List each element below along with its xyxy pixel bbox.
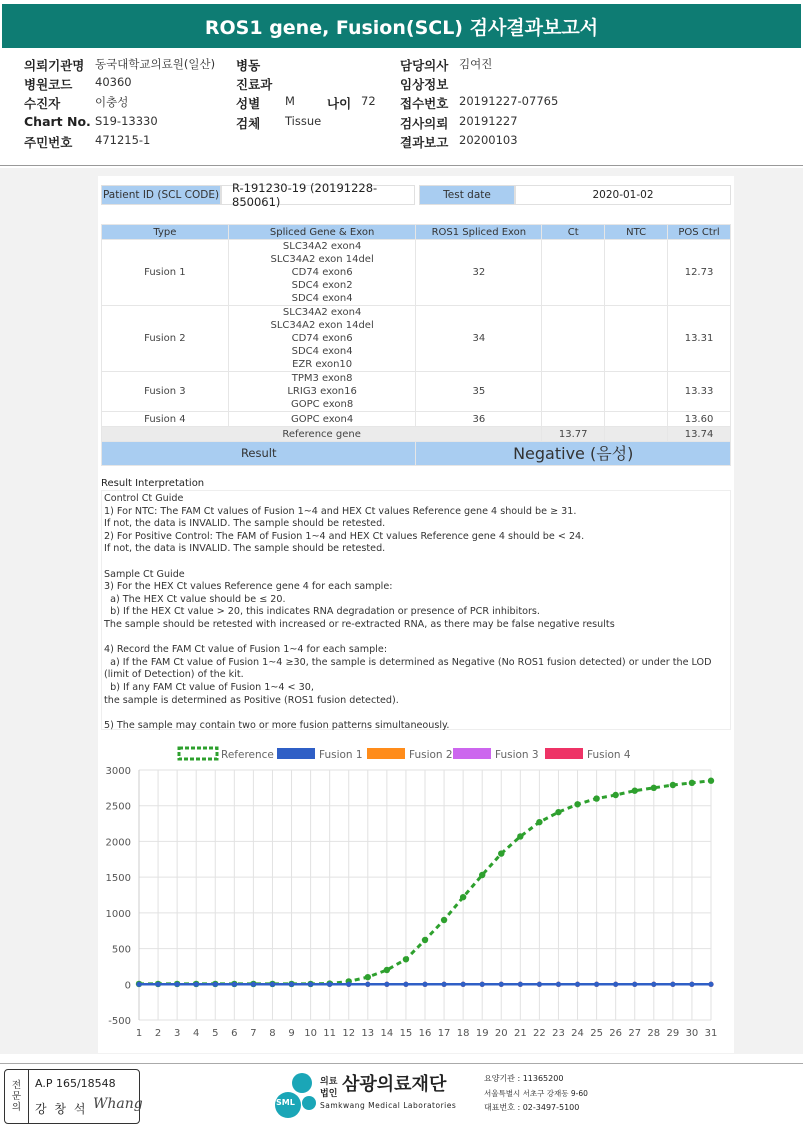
- header-gene: Spliced Gene & Exon: [228, 225, 416, 240]
- data-point: [689, 982, 694, 987]
- table-row: [102, 412, 731, 427]
- sex-value: M: [285, 94, 295, 108]
- result-row: [102, 442, 731, 466]
- gene-item: LRIG3 exon16: [287, 386, 357, 397]
- x-tick-label: 3: [173, 1028, 181, 1039]
- data-point: [479, 872, 485, 878]
- data-point: [422, 937, 428, 943]
- ward-label: 병동: [236, 58, 261, 73]
- data-point: [556, 982, 561, 987]
- specimen-value: Tissue: [285, 114, 322, 128]
- hospital-code-value: 40360: [95, 75, 132, 89]
- row-type: Fusion 3: [102, 372, 229, 412]
- legend-swatch: [367, 748, 405, 759]
- report-label: 결과보고: [400, 135, 449, 150]
- specimen-label: 검체: [236, 116, 261, 131]
- row-genes: [228, 240, 416, 306]
- stamp-name: 강 창 석: [35, 1102, 88, 1116]
- x-tick-label: 21: [513, 1028, 527, 1039]
- gene-item: SLC34A2 exon 14del: [270, 320, 374, 331]
- stamp-side-char: 문: [11, 1091, 22, 1102]
- x-tick-label: 20: [494, 1028, 508, 1039]
- gene-item: SLC34A2 exon 14del: [270, 254, 374, 265]
- data-point: [213, 982, 218, 987]
- lab-name: 삼광의료재단: [342, 1074, 447, 1095]
- data-point: [441, 982, 446, 987]
- x-tick-label: 28: [647, 1028, 661, 1039]
- row-type: Fusion 2: [102, 306, 229, 372]
- data-point: [365, 982, 370, 987]
- data-point: [593, 795, 599, 801]
- x-tick-label: 5: [212, 1028, 219, 1039]
- row-ntc: [605, 372, 668, 412]
- data-point: [175, 982, 180, 987]
- sex-label: 성별: [236, 96, 261, 111]
- data-point: [555, 809, 561, 815]
- data-point: [574, 801, 580, 807]
- reference-pos: 13.74: [668, 427, 731, 442]
- x-tick-label: 31: [704, 1028, 718, 1039]
- y-tick-label: -500: [108, 1016, 131, 1027]
- x-tick-label: 29: [666, 1028, 680, 1039]
- lab-logo-icon: [272, 1070, 320, 1120]
- test-date-value: 2020-01-02: [515, 185, 731, 205]
- data-point: [670, 782, 676, 788]
- chart-no-value: S19-13330: [95, 114, 158, 128]
- clinical-label: 임상정보: [400, 77, 449, 92]
- row-genes: [228, 306, 416, 372]
- request-value: 20191227: [459, 114, 518, 128]
- y-tick-label: 0: [124, 980, 131, 992]
- age-value: 72: [361, 94, 376, 108]
- x-tick-label: 12: [342, 1028, 356, 1039]
- row-exon: 36: [416, 412, 542, 427]
- report-value: 20200103: [459, 133, 518, 147]
- row-exon: 32: [416, 240, 542, 306]
- data-point: [365, 974, 371, 980]
- data-point: [670, 982, 675, 987]
- table-row: [102, 372, 731, 412]
- y-tick-label: 1500: [105, 873, 131, 885]
- data-point: [403, 956, 409, 962]
- data-point: [499, 982, 504, 987]
- legend-swatch: [453, 748, 491, 759]
- x-tick-label: 30: [685, 1028, 699, 1039]
- gene-item: EZR exon10: [292, 359, 353, 370]
- data-point: [518, 982, 523, 987]
- data-point: [346, 982, 351, 987]
- test-date-label: Test date: [419, 185, 515, 205]
- row-ntc: [605, 306, 668, 372]
- patient-value: 이충성: [95, 95, 129, 109]
- data-point: [536, 819, 542, 825]
- data-point: [327, 982, 332, 987]
- table-row: [102, 306, 731, 372]
- y-tick-label: 3000: [105, 766, 131, 777]
- lab-code: 요양기관 : 11365200: [484, 1074, 564, 1083]
- row-pos: 12.73: [668, 240, 731, 306]
- report-panel: [0, 168, 803, 1054]
- result-table: [101, 224, 731, 466]
- patient-id-bar: [101, 181, 731, 209]
- x-tick-label: 2: [154, 1028, 162, 1039]
- data-point: [403, 982, 408, 987]
- data-point: [308, 982, 313, 987]
- legend-label: Reference: [221, 749, 274, 761]
- gene-item: SLC34A2 exon4: [282, 241, 362, 252]
- lab-prefix-1: 의료: [320, 1077, 338, 1087]
- data-point: [651, 785, 657, 791]
- row-ntc: [605, 412, 668, 427]
- result-label: Result: [102, 442, 416, 466]
- header-ntc: NTC: [605, 225, 668, 240]
- header-type: Type: [102, 225, 229, 240]
- row-pos: 13.33: [668, 372, 731, 412]
- interpretation-text: Control Ct Guide 1) For NTC: The FAM Ct values of Fusion 1~4 and HEX Ct values Reference gene 4 should be ≥ 31. If not, the data is INVALID. The sample should be retested. 2) For Positive Control: The FAM of Fusion 1~4 and HEX Ct values Reference gene 4 should be < 24. If not, the data is INVALID. The sample should be retested. Sample Ct Guide 3) For the HEX Ct values Reference gene 4 for each sample: a) The HEX Ct value should be ≤ 20. b) If the HEX Ct value > 20, this indicates RNA degradation or presence of PCR inhibitors. The sample should be retested with increased or re-extracted RNA, as there may be false negative results 4) Record the FAM Ct value of Fusion 1~4 for each sample: a) If the FAM Ct value of Fusion 1~4 ≥30, the sample is determined as Negative (No ROS1 fusion detected) or under the LOD (limit of Detection) of the kit. b) If any FAM Ct value of Fusion 1~4 < 30, the sample is determined as Positive (ROS1 fusion detected). 5) The sample may contain two or more fusion patterns simultaneously.: [101, 490, 731, 730]
- legend-label: Fusion 3: [495, 749, 539, 761]
- receipt-value: 20191227-07765: [459, 94, 559, 108]
- patient-id-value: R-191230-19 (20191228-850061): [221, 185, 415, 205]
- x-tick-label: 23: [552, 1028, 565, 1039]
- x-tick-label: 22: [533, 1028, 546, 1039]
- gene-item: CD74 exon6: [291, 267, 353, 278]
- x-tick-label: 6: [231, 1028, 238, 1039]
- id-no-label: 주민번호: [24, 135, 73, 150]
- stamp-side-char: 전: [11, 1080, 22, 1091]
- gene-item: TPM3 exon8: [291, 373, 353, 384]
- specialist-stamp: [4, 1069, 143, 1124]
- gene-item: GOPC exon4: [291, 413, 354, 425]
- data-point: [422, 982, 427, 987]
- table-header-row: [102, 225, 731, 240]
- row-ct: [542, 240, 605, 306]
- data-point: [594, 982, 599, 987]
- reference-ntc: [605, 427, 668, 442]
- data-point: [460, 894, 466, 900]
- row-genes: [228, 372, 416, 412]
- x-tick-label: 13: [361, 1028, 375, 1039]
- x-tick-label: 9: [288, 1028, 295, 1039]
- gene-item: SLC34A2 exon4: [282, 307, 362, 318]
- lab-prefix-2: 법인: [320, 1089, 338, 1099]
- reference-gene-label: Reference gene: [102, 427, 542, 442]
- x-tick-label: 7: [250, 1028, 257, 1039]
- row-exon: 34: [416, 306, 542, 372]
- signature: Whang: [93, 1096, 143, 1112]
- data-point: [461, 982, 466, 987]
- lab-logo: [272, 1070, 602, 1120]
- x-tick-label: 11: [323, 1028, 337, 1039]
- stamp-code: A.P 165/18548: [35, 1077, 116, 1090]
- patient-id-label: Patient ID (SCL CODE): [101, 185, 221, 205]
- header-ct: Ct: [542, 225, 605, 240]
- data-point: [708, 778, 714, 784]
- x-tick-label: 19: [475, 1028, 489, 1039]
- row-genes: [228, 412, 416, 427]
- data-point: [632, 982, 637, 987]
- interpretation-title: Result Interpretation: [101, 478, 205, 489]
- lab-subtitle: Samkwang Medical Laboratories: [320, 1101, 457, 1110]
- data-point: [480, 982, 485, 987]
- gene-item: SDC4 exon4: [291, 346, 353, 357]
- x-tick-label: 24: [571, 1028, 584, 1039]
- divider: [0, 165, 803, 166]
- row-pos: 13.60: [668, 412, 731, 427]
- data-point: [708, 982, 713, 987]
- hospital-code-label: 병원코드: [24, 77, 73, 92]
- table-row: [102, 240, 731, 306]
- x-tick-label: 8: [269, 1028, 276, 1039]
- x-tick-label: 17: [437, 1028, 451, 1039]
- data-point: [537, 982, 542, 987]
- legend-label: Fusion 4: [587, 749, 631, 761]
- stamp-side-char: 의: [11, 1102, 22, 1113]
- x-tick-label: 27: [628, 1028, 642, 1039]
- x-tick-label: 1: [135, 1028, 143, 1039]
- header-exon: ROS1 Spliced Exon: [416, 225, 542, 240]
- request-label: 검사의뢰: [400, 116, 449, 131]
- data-point: [441, 917, 447, 923]
- data-point: [155, 982, 160, 987]
- x-tick-label: 15: [399, 1028, 413, 1039]
- reference-ct: 13.77: [542, 427, 605, 442]
- result-sheet: [98, 176, 734, 1053]
- report-title: ROS1 gene, Fusion(SCL) 검사결과보고서: [2, 4, 801, 48]
- data-point: [384, 982, 389, 987]
- gene-item: GOPC exon8: [291, 399, 354, 410]
- x-tick-label: 10: [304, 1028, 317, 1039]
- gene-item: SDC4 exon2: [291, 280, 353, 291]
- row-ct: [542, 306, 605, 372]
- data-point: [689, 780, 695, 786]
- gene-item: CD74 exon6: [291, 333, 353, 344]
- x-tick-label: 26: [609, 1028, 623, 1039]
- legend-label: Fusion 2: [409, 749, 453, 761]
- row-pos: 13.31: [668, 306, 731, 372]
- y-tick-label: 1000: [105, 908, 131, 920]
- gene-item: SDC4 exon4: [291, 293, 353, 304]
- footer-divider: [0, 1063, 803, 1064]
- x-tick-label: 18: [456, 1028, 470, 1039]
- row-ct: [542, 372, 605, 412]
- lab-badge: SML: [276, 1098, 295, 1107]
- y-tick-label: 2500: [105, 801, 131, 813]
- x-tick-label: 25: [590, 1028, 603, 1039]
- data-point: [613, 982, 618, 987]
- row-exon: 35: [416, 372, 542, 412]
- data-point: [232, 982, 237, 987]
- institution-value: 동국대학교의료원(일산): [95, 57, 216, 71]
- id-no-value: 471215-1: [95, 133, 151, 147]
- patient-info-section: [0, 52, 803, 166]
- lab-tel: 대표번호 : 02-3497-5100: [484, 1103, 580, 1112]
- data-point: [612, 792, 618, 798]
- lab-address: 서울특별시 서초구 강재동 9-60: [484, 1089, 588, 1098]
- stamp-side-label: [5, 1070, 29, 1123]
- reference-gene-row: [102, 427, 731, 442]
- data-point: [575, 982, 580, 987]
- data-point: [251, 982, 256, 987]
- x-tick-label: 16: [418, 1028, 432, 1039]
- data-point: [632, 788, 638, 794]
- data-point: [136, 982, 141, 987]
- doctor-label: 담당의사: [400, 58, 449, 73]
- receipt-label: 접수번호: [400, 96, 449, 111]
- data-point: [194, 982, 199, 987]
- row-type: Fusion 1: [102, 240, 229, 306]
- institution-label: 의뢰기관명: [24, 58, 85, 73]
- legend-label: Fusion 1: [319, 749, 363, 761]
- header-pos: POS Ctrl: [668, 225, 731, 240]
- legend-swatch: [179, 748, 217, 759]
- legend-swatch: [277, 748, 315, 759]
- result-value: Negative (음성): [416, 442, 731, 466]
- legend-swatch: [545, 748, 583, 759]
- row-type: Fusion 4: [102, 412, 229, 427]
- y-tick-label: 500: [111, 944, 131, 956]
- data-point: [289, 982, 294, 987]
- patient-label: 수진자: [24, 96, 61, 111]
- y-tick-label: 2000: [105, 837, 131, 849]
- doctor-value: 김여진: [459, 57, 493, 71]
- x-tick-label: 14: [380, 1028, 394, 1039]
- data-point: [270, 982, 275, 987]
- data-point: [384, 967, 390, 973]
- row-ct: [542, 412, 605, 427]
- data-point: [498, 850, 504, 856]
- data-point: [517, 833, 523, 839]
- dept-label: 진료과: [236, 77, 273, 92]
- amplification-chart: [101, 738, 731, 1048]
- age-label: 나이: [327, 96, 352, 111]
- x-tick-label: 4: [193, 1028, 200, 1039]
- row-ntc: [605, 240, 668, 306]
- data-point: [651, 982, 656, 987]
- chart-no-label: Chart No.: [24, 114, 91, 129]
